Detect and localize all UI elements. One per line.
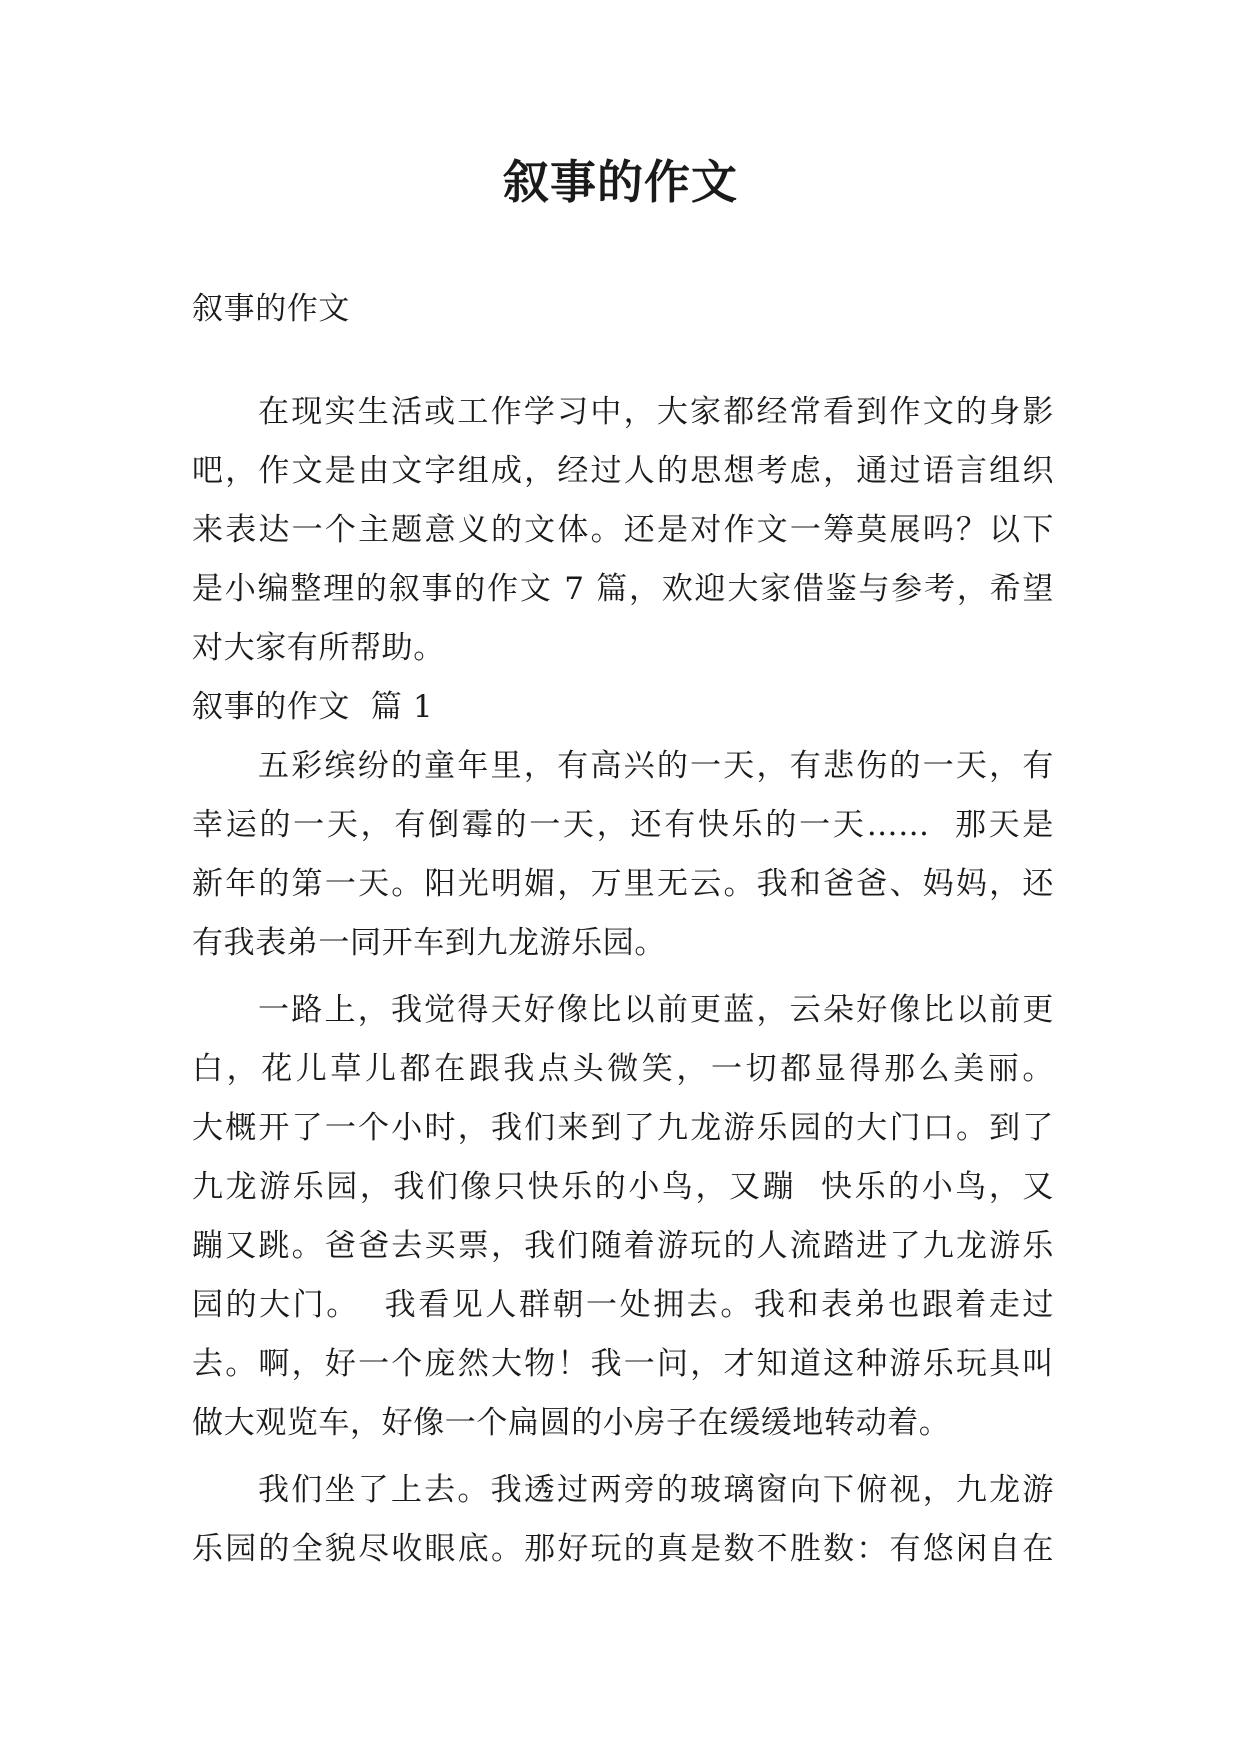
- text-line: 吧，作文是由文字组成，经过人的思想考虑，通过语言组织: [192, 453, 1054, 489]
- text-line: 来表达一个主题意义的文体。还是对作文一筹莫展吗？以下: [192, 512, 1054, 548]
- text-line: 去。啊，好一个庞然大物！我一问，才知道这种游乐玩具叫: [192, 1346, 1054, 1382]
- text-line: 园的大门。 我看见人群朝一处拥去。我和表弟也跟着走过: [192, 1287, 1054, 1323]
- document-body: [192, 280, 1054, 1579]
- text-line: 新年的第一天。阳光明媚，万里无云。我和爸爸、妈妈，还: [192, 866, 1054, 902]
- text-line: 做大观览车，好像一个扁圆的小房子在缓缓地转动着。: [192, 1405, 951, 1441]
- paragraph: [192, 737, 1054, 973]
- text-line: 白，花儿草儿都在跟我点头微笑，一切都显得那么美丽。: [192, 1051, 1054, 1087]
- text-line: 我们坐了上去。我透过两旁的玻璃窗向下俯视，九龙游: [258, 1472, 1054, 1508]
- text-line: 五彩缤纷的童年里，有高兴的一天，有悲伤的一天，有: [258, 748, 1054, 784]
- text-line: 九龙游乐园，我们像只快乐的小鸟，又蹦 快乐的小鸟，又: [192, 1169, 1054, 1205]
- section-heading: 叙事的作文 篇 1: [192, 689, 434, 725]
- text-line: 一路上，我觉得天好像比以前更蓝，云朵好像比以前更: [258, 992, 1054, 1028]
- paragraph: [192, 981, 1054, 1453]
- text-line: 在现实生活或工作学习中，大家都经常看到作文的身影: [258, 394, 1054, 430]
- text-line: 对大家有所帮助。: [192, 630, 445, 666]
- text-line: 大概开了一个小时，我们来到了九龙游乐园的大门口。到了: [192, 1110, 1054, 1146]
- document-title: 叙事的作文: [503, 155, 738, 209]
- document-subtitle: 叙事的作文: [192, 291, 350, 327]
- spacer: [192, 1453, 1054, 1461]
- spacer: [192, 339, 1054, 383]
- text-line: 乐园的全貌尽收眼底。那好玩的真是数不胜数：有悠闲自在: [192, 1531, 1054, 1567]
- intro-paragraph: [192, 383, 1054, 678]
- text-line: 是小编整理的叙事的作文 7 篇，欢迎大家借鉴与参考，希望: [192, 571, 1054, 607]
- text-line: 蹦又跳。爸爸去买票，我们随着游玩的人流踏进了九龙游乐: [192, 1228, 1054, 1264]
- paragraph: [192, 1461, 1054, 1579]
- text-line: 幸运的一天，有倒霉的一天，还有快乐的一天…… 那天是: [192, 807, 1054, 843]
- spacer: [192, 973, 1054, 981]
- text-line: 有我表弟一同开车到九龙游乐园。: [192, 925, 666, 961]
